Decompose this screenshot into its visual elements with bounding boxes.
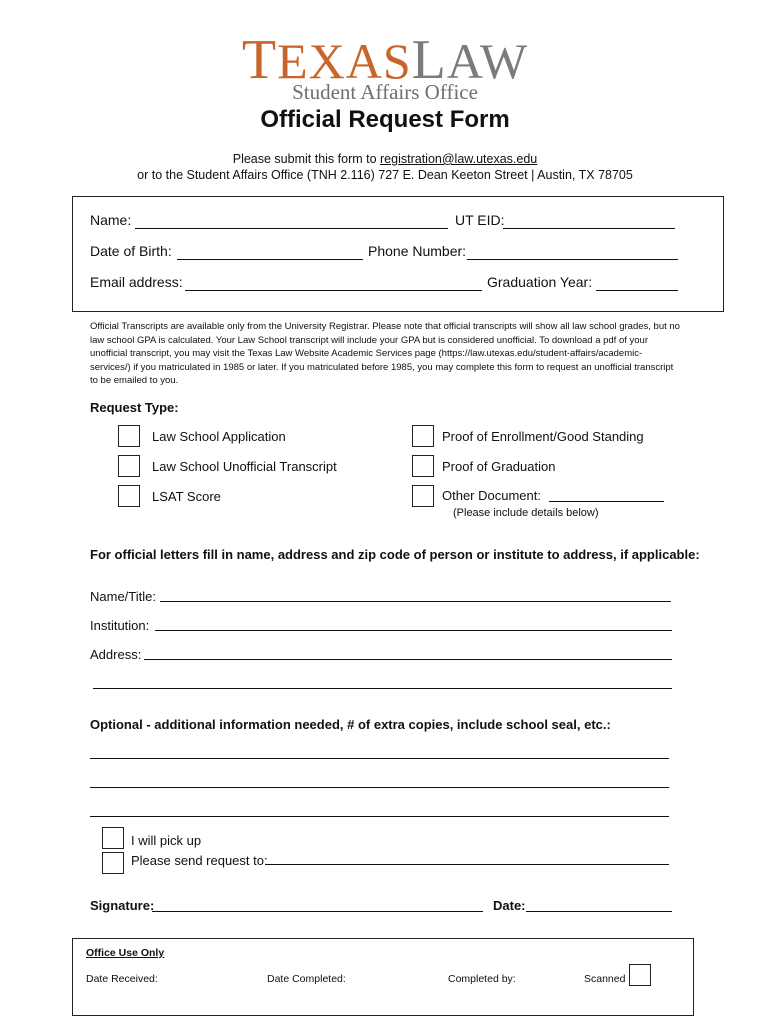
grad-year-field[interactable]	[596, 290, 678, 291]
other-document-label: Other Document:	[442, 488, 541, 503]
page-title: Official Request Form	[260, 106, 510, 133]
optional-heading: Optional - additional information needed, # of extra copies, include school seal, etc.:	[90, 717, 611, 732]
email-label: Email address:	[90, 274, 183, 290]
optional-field-line-3[interactable]	[90, 816, 669, 817]
dob-label: Date of Birth:	[90, 243, 172, 259]
letters-heading: For official letters fill in name, address and zip code of person or institute to address, if applicable:	[90, 547, 700, 562]
proof-graduation-label: Proof of Graduation	[442, 459, 556, 474]
date-label: Date:	[493, 898, 526, 913]
address-field-line-2[interactable]	[93, 688, 672, 689]
request-type-heading: Request Type:	[90, 400, 179, 415]
institution-field[interactable]	[155, 630, 672, 631]
law-school-application-checkbox[interactable]	[118, 425, 140, 447]
other-document-checkbox[interactable]	[412, 485, 434, 507]
scanned-checkbox[interactable]	[629, 964, 651, 986]
date-received-label: Date Received:	[86, 973, 158, 985]
send-request-checkbox[interactable]	[102, 852, 124, 874]
signature-field[interactable]	[152, 911, 483, 912]
scanned-label: Scanned	[584, 973, 626, 985]
institution-label: Institution:	[90, 618, 150, 633]
letter-name-label: Name/Title:	[90, 589, 156, 604]
submit-line: Please submit this form to registration@law.utexas.edu	[232, 152, 538, 166]
submit-email-link[interactable]: registration@law.utexas.edu	[380, 152, 538, 166]
proof-graduation-checkbox[interactable]	[412, 455, 434, 477]
letter-name-field[interactable]	[160, 601, 671, 602]
send-request-label: Please send request to:	[131, 853, 268, 868]
proof-enrollment-label: Proof of Enrollment/Good Standing	[442, 429, 644, 444]
law-school-application-label: Law School Application	[152, 429, 286, 444]
lsat-score-checkbox[interactable]	[118, 485, 140, 507]
grad-year-label: Graduation Year:	[487, 274, 593, 290]
office-name: Student Affairs Office	[292, 80, 478, 104]
signature-label: Signature:	[90, 898, 155, 913]
other-document-note: (Please include details below)	[453, 507, 599, 519]
phone-label: Phone Number:	[368, 243, 467, 259]
eid-field[interactable]	[503, 228, 675, 229]
name-field[interactable]	[135, 228, 448, 229]
email-field[interactable]	[185, 290, 482, 291]
unofficial-transcript-label: Law School Unofficial Transcript	[152, 459, 337, 474]
other-document-field[interactable]	[549, 501, 664, 502]
proof-enrollment-checkbox[interactable]	[412, 425, 434, 447]
optional-field-line-2[interactable]	[90, 787, 669, 788]
date-field[interactable]	[526, 911, 672, 912]
logo-law: LAW	[411, 29, 529, 91]
phone-field[interactable]	[467, 259, 678, 260]
address-field[interactable]	[144, 659, 672, 660]
pickup-label: I will pick up	[131, 833, 202, 848]
pickup-checkbox[interactable]	[102, 827, 124, 849]
logo-texas: TEXAS	[241, 29, 412, 91]
lsat-score-label: LSAT Score	[152, 489, 221, 504]
dob-field[interactable]	[177, 259, 363, 260]
completed-by-label: Completed by:	[448, 973, 516, 985]
send-request-field[interactable]	[265, 864, 669, 865]
transcript-notice: Official Transcripts are available only from the University Registrar. Please note that official transcripts will show all law school grades, but no law school GPA is calculated. Your Law School transcript will include your GPA but is considered unofficial. To download a pdf of your unofficial transcript, you may visit the Texas Law Website Academic Services page (https://law.utexas.edu/student-affairs/academic-services/) if you matriculated in 1985 or later. If you matriculated before 1985, you may complete this form to request an unofficial transcript to be emailed to you.	[90, 321, 680, 386]
optional-field-line-1[interactable]	[90, 758, 669, 759]
address-line: or to the Student Affairs Office (TNH 2.116) 727 E. Dean Keeton Street | Austin, TX 78705	[137, 168, 633, 182]
office-use-heading: Office Use Only	[86, 947, 165, 959]
date-completed-label: Date Completed:	[267, 973, 346, 985]
unofficial-transcript-checkbox[interactable]	[118, 455, 140, 477]
address-label: Address:	[90, 647, 142, 662]
eid-label: UT EID:	[455, 212, 505, 228]
name-label: Name:	[90, 212, 132, 228]
